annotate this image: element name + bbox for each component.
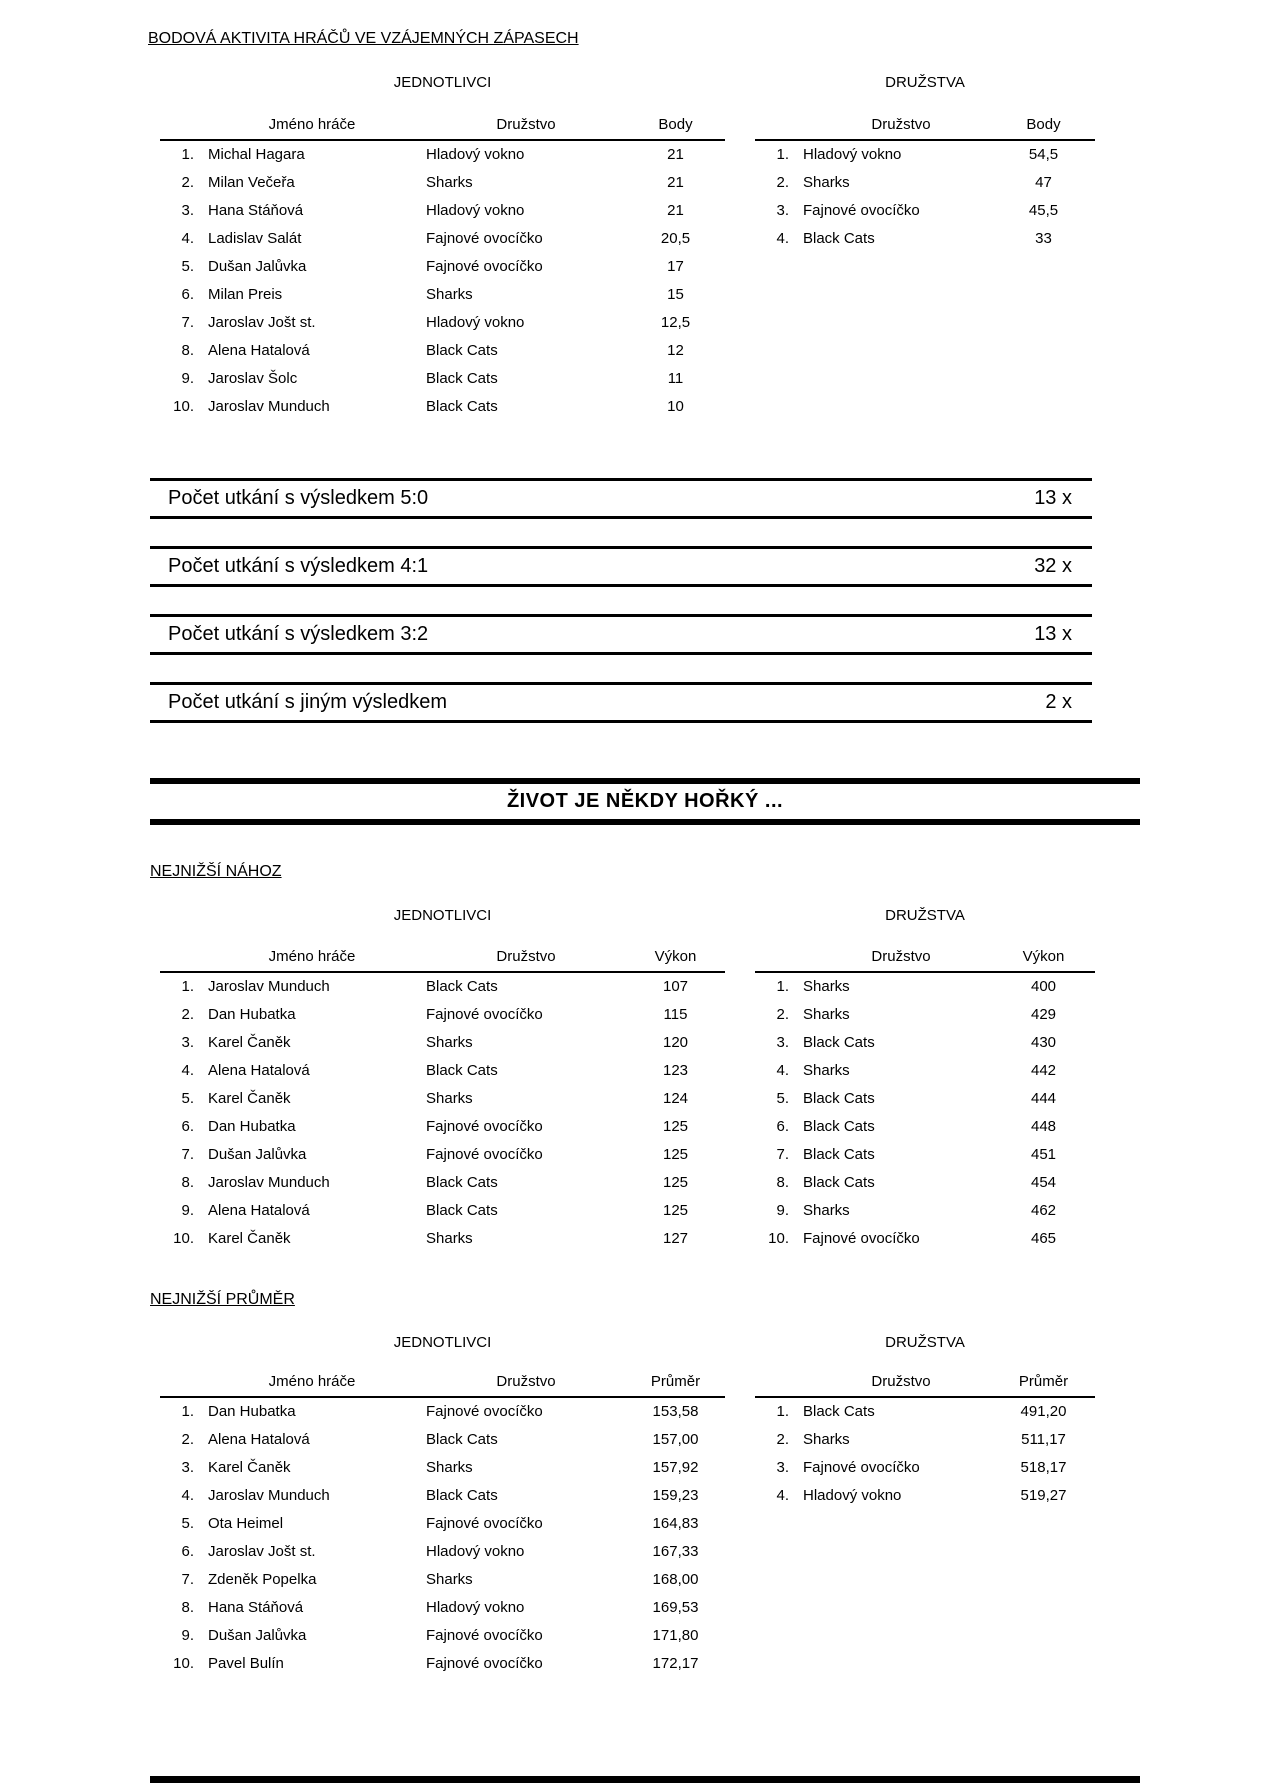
rank-cell: 8. [181, 341, 194, 359]
value-cell: 519,27 [1020, 1486, 1067, 1504]
value-cell: 511,17 [1021, 1430, 1066, 1448]
table-row [160, 1397, 725, 1425]
table-row [160, 280, 725, 308]
table-row [160, 1621, 725, 1649]
result-counter-5-0 [150, 478, 1092, 519]
team-cell: Black Cats [426, 1201, 498, 1219]
rank-cell: 7. [181, 313, 194, 331]
table-header-row [755, 936, 1095, 972]
team-cell: Black Cats [426, 1430, 498, 1448]
rank-cell: 9. [181, 369, 194, 387]
rank-cell: 10. [768, 1229, 789, 1247]
table-row [160, 1649, 725, 1677]
rank-cell: 4. [776, 1486, 789, 1504]
col-header-team: Družstvo [755, 936, 992, 972]
rank-cell: 4. [776, 229, 789, 247]
band-label: Počet utkání s výsledkem 3:2 [168, 623, 429, 645]
rank-cell: 3. [776, 201, 789, 219]
team-cell: Sharks [803, 1430, 850, 1448]
nahoz-individuals-table [160, 936, 725, 1252]
value-cell: 12,5 [660, 313, 691, 331]
table-row [755, 140, 1095, 168]
rank-cell: 7. [181, 1145, 194, 1163]
value-cell: 125 [662, 1145, 689, 1163]
table-row [755, 1397, 1095, 1425]
team-cell: Black Cats [803, 1173, 875, 1191]
rank-cell: 2. [776, 173, 789, 191]
team-cell: Black Cats [803, 1089, 875, 1107]
value-cell: 159,23 [652, 1486, 699, 1504]
table-row [755, 1224, 1095, 1252]
table-row [160, 1084, 725, 1112]
team-cell: Sharks [803, 173, 850, 191]
value-cell: 54,5 [1028, 146, 1059, 163]
rank-cell: 4. [181, 1061, 194, 1079]
player-name-cell: Alena Hatalová [208, 341, 310, 359]
table-row [755, 1453, 1095, 1481]
table-header-row [160, 936, 725, 972]
rank-cell: 2. [181, 1430, 194, 1448]
player-name-cell: Dušan Jalůvka [208, 1626, 307, 1644]
table-row [160, 196, 725, 224]
team-cell: Fajnové ovocíčko [426, 1005, 543, 1023]
team-cell: Fajnové ovocíčko [426, 1117, 543, 1135]
col-header-value: Průměr [626, 1361, 725, 1397]
table-row [755, 196, 1095, 224]
table-row [755, 1000, 1095, 1028]
points-individuals-table [160, 104, 725, 420]
table-row [755, 1425, 1095, 1453]
player-name-cell: Ladislav Salát [208, 229, 302, 247]
player-name-cell: Alena Hatalová [208, 1201, 310, 1219]
value-cell: 21 [667, 173, 684, 191]
col-header-player: Jméno hráče [160, 1361, 426, 1397]
value-cell: 462 [1030, 1201, 1057, 1219]
teams-heading-nahoz: DRUŽSTVA [885, 907, 965, 924]
team-cell: Black Cats [426, 978, 498, 995]
table-row [160, 972, 725, 1000]
value-cell: 20,5 [660, 229, 691, 247]
rank-cell: 6. [181, 285, 194, 303]
player-name-cell: Jaroslav Šolc [208, 369, 298, 387]
rank-cell: 9. [776, 1201, 789, 1219]
team-cell: Black Cats [803, 1033, 875, 1051]
points-teams-table [755, 104, 1095, 252]
table-row [160, 1509, 725, 1537]
table-row [160, 1453, 725, 1481]
value-cell: 125 [662, 1117, 689, 1135]
value-cell: 491,20 [1020, 1403, 1067, 1420]
team-cell: Black Cats [803, 229, 875, 247]
rank-cell: 3. [776, 1458, 789, 1476]
rank-cell: 10. [173, 1654, 194, 1672]
team-cell: Sharks [426, 1229, 473, 1247]
value-cell: 45,5 [1028, 201, 1059, 219]
rank-cell: 5. [181, 1514, 194, 1532]
value-cell: 21 [667, 201, 684, 219]
rank-cell: 7. [181, 1570, 194, 1588]
nahoz-teams-table [755, 936, 1095, 1252]
value-cell: 10 [667, 397, 684, 415]
rank-cell: 1. [181, 146, 194, 163]
player-name-cell: Hana Stáňová [208, 1598, 304, 1616]
table-row [160, 364, 725, 392]
rank-cell: 5. [181, 1089, 194, 1107]
team-cell: Black Cats [426, 1486, 498, 1504]
rank-cell: 9. [181, 1626, 194, 1644]
team-cell: Fajnové ovocíčko [426, 1626, 543, 1644]
player-name-cell: Karel Čaněk [208, 1089, 291, 1107]
value-cell: 164,83 [652, 1514, 699, 1532]
prumer-teams-table [755, 1361, 1095, 1509]
rank-cell: 1. [776, 1403, 789, 1420]
table-row [160, 1565, 725, 1593]
team-cell: Black Cats [426, 1061, 498, 1079]
band-value: 13 x [1034, 487, 1072, 509]
rank-cell: 2. [776, 1430, 789, 1448]
band-label: Počet utkání s jiným výsledkem [168, 691, 447, 713]
lowest-average-heading: NEJNIŽŠÍ PRŮMĚR [150, 1291, 295, 1308]
team-cell: Sharks [803, 1061, 850, 1079]
value-cell: 171,80 [652, 1626, 699, 1644]
rank-cell: 10. [173, 397, 194, 415]
value-cell: 11 [667, 369, 684, 387]
player-name-cell: Milan Preis [208, 285, 283, 303]
team-cell: Fajnové ovocíčko [803, 1458, 920, 1476]
team-cell: Fajnové ovocíčko [426, 1145, 543, 1163]
table-row [755, 1196, 1095, 1224]
rank-cell: 4. [181, 1486, 194, 1504]
table-row [160, 336, 725, 364]
table-row [160, 140, 725, 168]
player-name-cell: Michal Hagara [208, 146, 305, 163]
player-name-cell: Jaroslav Munduch [208, 1173, 330, 1191]
table-row [160, 1196, 725, 1224]
section-banner [150, 778, 1140, 825]
result-counter-3-2 [150, 614, 1092, 655]
table-row [160, 1000, 725, 1028]
rank-cell: 3. [776, 1033, 789, 1051]
table-row [755, 972, 1095, 1000]
rank-cell: 5. [181, 257, 194, 275]
table-row [755, 1084, 1095, 1112]
player-name-cell: Dušan Jalůvka [208, 1145, 307, 1163]
player-name-cell: Jaroslav Jošt st. [208, 1542, 316, 1560]
value-cell: 123 [662, 1061, 689, 1079]
bottom-rule [150, 1776, 1140, 1783]
rank-cell: 2. [776, 1005, 789, 1023]
table-row [755, 1028, 1095, 1056]
col-header-player: Jméno hráče [160, 936, 426, 972]
rank-cell: 10. [173, 1229, 194, 1247]
player-name-cell: Pavel Bulín [208, 1654, 284, 1672]
table-row [160, 1028, 725, 1056]
col-header-value: Výkon [992, 936, 1095, 972]
value-cell: 518,17 [1020, 1458, 1067, 1476]
player-name-cell: Alena Hatalová [208, 1430, 310, 1448]
table-row [755, 1056, 1095, 1084]
table-row [755, 1112, 1095, 1140]
col-header-team: Družstvo [426, 936, 626, 972]
value-cell: 465 [1030, 1229, 1057, 1247]
result-counter-4-1 [150, 546, 1092, 587]
table-row [755, 1481, 1095, 1509]
value-cell: 33 [1035, 229, 1052, 247]
rank-cell: 8. [776, 1173, 789, 1191]
rank-cell: 5. [776, 1089, 789, 1107]
table-row [755, 1168, 1095, 1196]
rank-cell: 1. [181, 1403, 194, 1420]
table-row [160, 1425, 725, 1453]
value-cell: 157,92 [652, 1458, 699, 1476]
rank-cell: 2. [181, 1005, 194, 1023]
band-label: Počet utkání s výsledkem 4:1 [168, 555, 429, 577]
col-header-player: Jméno hráče [160, 104, 426, 140]
rank-cell: 3. [181, 1458, 194, 1476]
value-cell: 125 [662, 1173, 689, 1191]
rank-cell: 6. [776, 1117, 789, 1135]
team-cell: Hladový vokno [426, 146, 525, 163]
table-row [160, 252, 725, 280]
table-row [755, 224, 1095, 252]
col-header-team: Družstvo [426, 1361, 626, 1397]
value-cell: 15 [667, 285, 684, 303]
team-cell: Fajnové ovocíčko [426, 229, 543, 247]
value-cell: 444 [1030, 1089, 1057, 1107]
team-cell: Fajnové ovocíčko [426, 1654, 543, 1672]
col-header-value: Průměr [992, 1361, 1095, 1397]
value-cell: 17 [667, 257, 684, 275]
rank-cell: 4. [181, 229, 194, 247]
value-cell: 115 [663, 1005, 688, 1023]
table-header-row [755, 1361, 1095, 1397]
team-cell: Sharks [426, 1570, 473, 1588]
team-cell: Fajnové ovocíčko [803, 201, 920, 219]
team-cell: Hladový vokno [426, 313, 525, 331]
rank-cell: 6. [181, 1542, 194, 1560]
player-name-cell: Milan Večeřa [208, 173, 295, 191]
player-name-cell: Jaroslav Munduch [208, 397, 330, 415]
team-cell: Hladový vokno [426, 1542, 525, 1560]
player-name-cell: Karel Čaněk [208, 1458, 291, 1476]
col-header-team: Družstvo [755, 104, 992, 140]
player-name-cell: Dan Hubatka [208, 1403, 296, 1420]
player-name-cell: Jaroslav Munduch [208, 1486, 330, 1504]
table-header-row [160, 1361, 725, 1397]
value-cell: 430 [1030, 1033, 1057, 1051]
value-cell: 107 [662, 978, 689, 995]
value-cell: 127 [662, 1229, 689, 1247]
player-name-cell: Hana Stáňová [208, 201, 304, 219]
col-header-value: Body [626, 104, 725, 140]
player-name-cell: Zdeněk Popelka [208, 1570, 317, 1588]
individuals-heading-nahoz: JEDNOTLIVCI [393, 907, 492, 924]
value-cell: 153,58 [652, 1403, 699, 1420]
team-cell: Black Cats [803, 1145, 875, 1163]
value-cell: 169,53 [652, 1598, 699, 1616]
player-name-cell: Karel Čaněk [208, 1033, 291, 1051]
team-cell: Hladový vokno [426, 201, 525, 219]
value-cell: 167,33 [652, 1542, 699, 1560]
result-counter-other [150, 682, 1092, 723]
col-header-value: Body [992, 104, 1095, 140]
team-cell: Hladový vokno [426, 1598, 525, 1616]
value-cell: 448 [1030, 1117, 1057, 1135]
rank-cell: 3. [181, 201, 194, 219]
team-cell: Hladový vokno [803, 1486, 902, 1504]
value-cell: 454 [1030, 1173, 1057, 1191]
team-cell: Fajnové ovocíčko [426, 257, 543, 275]
team-cell: Black Cats [426, 369, 498, 387]
value-cell: 21 [667, 146, 684, 163]
table-row [160, 1112, 725, 1140]
team-cell: Sharks [803, 1005, 850, 1023]
value-cell: 451 [1030, 1145, 1057, 1163]
value-cell: 442 [1030, 1061, 1057, 1079]
value-cell: 429 [1030, 1005, 1057, 1023]
value-cell: 124 [662, 1089, 689, 1107]
value-cell: 172,17 [652, 1654, 699, 1672]
team-cell: Hladový vokno [803, 146, 902, 163]
table-row [160, 392, 725, 420]
team-cell: Black Cats [803, 1403, 875, 1420]
table-row [755, 1140, 1095, 1168]
rank-cell: 8. [181, 1173, 194, 1191]
table-row [160, 1056, 725, 1084]
table-row [160, 1537, 725, 1565]
band-value: 32 x [1034, 555, 1072, 577]
col-header-value: Výkon [626, 936, 725, 972]
individuals-heading-prumer: JEDNOTLIVCI [393, 1334, 492, 1351]
rank-cell: 4. [776, 1061, 789, 1079]
teams-heading-points: DRUŽSTVA [885, 74, 965, 91]
player-name-cell: Jaroslav Munduch [208, 978, 330, 995]
value-cell: 47 [1035, 173, 1052, 191]
team-cell: Fajnové ovocíčko [426, 1403, 543, 1420]
value-cell: 12 [667, 341, 684, 359]
table-row [160, 1593, 725, 1621]
value-cell: 400 [1030, 978, 1057, 995]
rank-cell: 1. [776, 978, 789, 995]
team-cell: Black Cats [426, 341, 498, 359]
table-header-row [160, 104, 725, 140]
player-name-cell: Ota Heimel [208, 1514, 284, 1532]
table-row [160, 308, 725, 336]
rank-cell: 7. [776, 1145, 789, 1163]
prumer-individuals-table [160, 1361, 725, 1677]
rank-cell: 2. [181, 173, 194, 191]
rank-cell: 1. [181, 978, 194, 995]
rank-cell: 3. [181, 1033, 194, 1051]
team-cell: Sharks [426, 173, 473, 191]
team-cell: Fajnové ovocíčko [426, 1514, 543, 1532]
band-value: 13 x [1034, 623, 1072, 645]
table-header-row [755, 104, 1095, 140]
team-cell: Sharks [426, 1089, 473, 1107]
band-label: Počet utkání s výsledkem 5:0 [168, 487, 429, 509]
player-name-cell: Karel Čaněk [208, 1229, 291, 1247]
table-row [160, 168, 725, 196]
col-header-team: Družstvo [426, 104, 626, 140]
page-title: BODOVÁ AKTIVITA HRÁČŮ VE VZÁJEMNÝCH ZÁPASECH [148, 30, 579, 47]
banner-text: ŽIVOT JE NĚKDY HOŘKÝ ... [506, 790, 784, 812]
player-name-cell: Dušan Jalůvka [208, 257, 307, 275]
rank-cell: 8. [181, 1598, 194, 1616]
player-name-cell: Alena Hatalová [208, 1061, 310, 1079]
team-cell: Black Cats [803, 1117, 875, 1135]
team-cell: Sharks [803, 978, 850, 995]
teams-heading-prumer: DRUŽSTVA [885, 1334, 965, 1351]
team-cell: Sharks [426, 1458, 473, 1476]
team-cell: Sharks [426, 285, 473, 303]
table-row [755, 168, 1095, 196]
rank-cell: 9. [181, 1201, 194, 1219]
team-cell: Black Cats [426, 1173, 498, 1191]
table-row [160, 1140, 725, 1168]
player-name-cell: Dan Hubatka [208, 1117, 296, 1135]
lowest-throw-heading: NEJNIŽŠÍ NÁHOZ [150, 863, 282, 880]
team-cell: Sharks [426, 1033, 473, 1051]
team-cell: Fajnové ovocíčko [803, 1229, 920, 1247]
table-row [160, 1168, 725, 1196]
individuals-heading-points: JEDNOTLIVCI [393, 74, 492, 91]
team-cell: Sharks [803, 1201, 850, 1219]
team-cell: Black Cats [426, 397, 498, 415]
rank-cell: 6. [181, 1117, 194, 1135]
player-name-cell: Dan Hubatka [208, 1005, 296, 1023]
rank-cell: 1. [776, 146, 789, 163]
value-cell: 125 [662, 1201, 689, 1219]
table-row [160, 1481, 725, 1509]
table-row [160, 224, 725, 252]
table-row [160, 1224, 725, 1252]
band-value: 2 x [1045, 691, 1072, 713]
col-header-team: Družstvo [755, 1361, 992, 1397]
value-cell: 157,00 [652, 1430, 699, 1448]
value-cell: 120 [662, 1033, 689, 1051]
player-name-cell: Jaroslav Jošt st. [208, 313, 316, 331]
value-cell: 168,00 [652, 1570, 699, 1588]
